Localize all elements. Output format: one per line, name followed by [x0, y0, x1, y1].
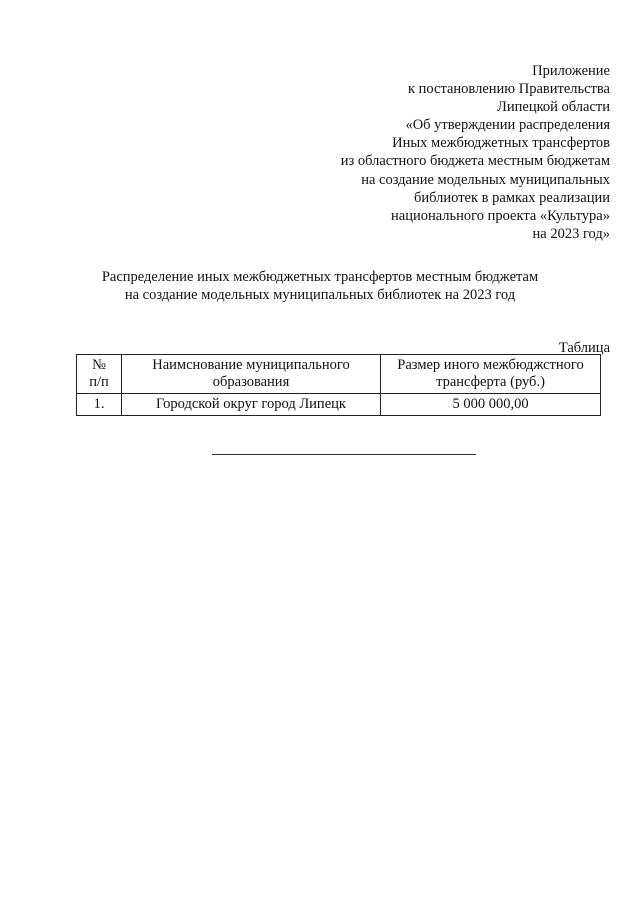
title-line-1: Распределение иных межбюджетных трансфертов местным бюджетам	[101, 269, 539, 285]
header-amount	[381, 355, 601, 394]
appendix-line: библиотек в рамках реализации	[414, 189, 610, 206]
appendix-line: национального проекта «Культура»	[391, 207, 610, 224]
cell-number: 1.	[77, 394, 122, 416]
separator-line	[212, 454, 476, 455]
distribution-table	[76, 354, 601, 416]
appendix-line: к постановлению Правительства	[408, 81, 610, 98]
header-number	[77, 355, 122, 394]
appendix-line: Приложение	[532, 63, 610, 79]
appendix-line: на создание модельных муниципальных	[361, 171, 610, 188]
header-municipality	[122, 355, 381, 394]
appendix-line: Иных межбюджетных трансфертов	[392, 135, 610, 152]
document-title	[0, 268, 640, 304]
header-municipality-line-2: образования	[212, 374, 290, 390]
header-amount-line-2: трансферта (руб.)	[436, 374, 545, 390]
appendix-line: из областного бюджета местным бюджетам	[340, 153, 610, 170]
appendix-line: «Об утверждении распределения	[405, 117, 610, 134]
appendix-line: Липецкой области	[497, 99, 610, 116]
header-number-line-1: №	[92, 357, 106, 373]
appendix-line: на 2023 год»	[532, 225, 610, 242]
header-amount-line-1: Размер иного межбюджстного	[397, 357, 584, 373]
cell-municipality: Городской округ город Липецк	[122, 394, 381, 416]
appendix-header	[341, 62, 610, 243]
table-row	[77, 394, 601, 416]
cell-amount: 5 000 000,00	[381, 394, 601, 416]
header-number-line-2: п/п	[89, 374, 109, 390]
table-header-row	[77, 355, 601, 394]
header-municipality-line-1: Наимснование муниципального	[152, 357, 350, 373]
table-label: Таблица	[558, 340, 610, 356]
title-line-2: на создание модельных муниципальных библиотек на 2023 год	[124, 287, 516, 303]
